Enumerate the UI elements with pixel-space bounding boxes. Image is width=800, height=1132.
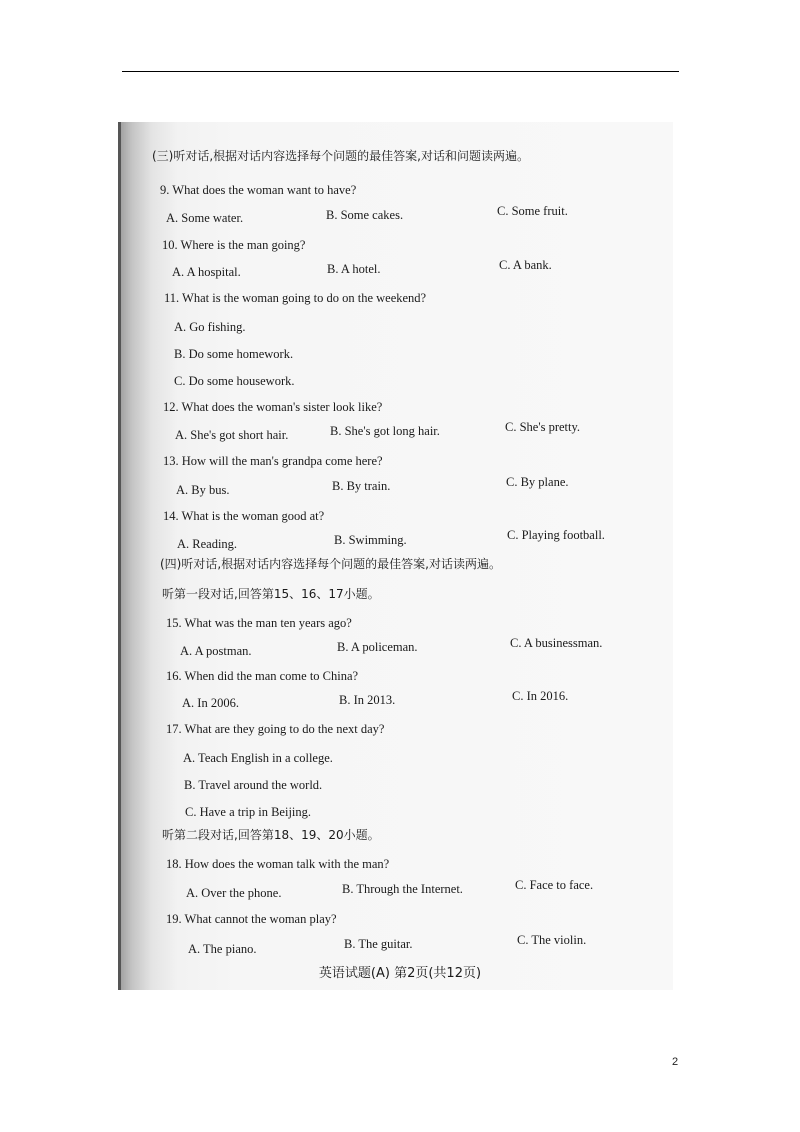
q18-option-a: A. Over the phone. — [186, 886, 282, 900]
q19-option-b: B. The guitar. — [344, 937, 413, 951]
q18-question: 18. How does the woman talk with the man? — [166, 857, 390, 871]
top-rule — [122, 71, 679, 72]
q10-option-c: C. A bank. — [499, 258, 552, 272]
q13-option-b: B. By train. — [332, 479, 391, 493]
q14-option-b: B. Swimming. — [334, 533, 407, 547]
q17-option-a: A. Teach English in a college. — [183, 751, 333, 765]
q16-question: 16. When did the man come to China? — [166, 669, 359, 683]
q11-option-a: A. Go fishing. — [174, 320, 246, 334]
page-number: 2 — [672, 1056, 679, 1068]
q11-option-c: C. Do some housework. — [174, 374, 295, 388]
q9-option-a: A. Some water. — [166, 211, 244, 225]
q12-question: 12. What does the woman's sister look like? — [163, 400, 383, 414]
q12-option-a: A. She's got short hair. — [175, 428, 289, 442]
q19-question: 19. What cannot the woman play? — [166, 912, 337, 926]
q9-question: 9. What does the woman want to have? — [160, 183, 357, 197]
q9-option-b: B. Some cakes. — [326, 208, 404, 222]
q15-question: 15. What was the man ten years ago? — [166, 616, 352, 630]
q16-option-c: C. In 2016. — [512, 689, 569, 703]
q16-option-a: A. In 2006. — [182, 696, 239, 710]
q14-question: 14. What is the woman good at? — [163, 509, 325, 523]
q17-question: 17. What are they going to do the next day? — [166, 722, 385, 736]
q15-option-a: A. A postman. — [180, 644, 252, 658]
q18-option-c: C. Face to face. — [515, 878, 594, 892]
q19-option-c: C. The violin. — [517, 933, 587, 947]
dialog1-instruction: 听第一段对话,回答第15、16、17小题。 — [162, 587, 380, 601]
q12-option-b: B. She's got long hair. — [330, 424, 440, 438]
q13-option-a: A. By bus. — [176, 483, 230, 497]
q12-option-c: C. She's pretty. — [505, 420, 581, 434]
q17-option-b: B. Travel around the world. — [184, 778, 323, 792]
exam-footer: 英语试题(A) 第2页(共12页) — [318, 966, 482, 981]
q13-option-c: C. By plane. — [506, 475, 569, 489]
q15-option-b: B. A policeman. — [337, 640, 418, 654]
q16-option-b: B. In 2013. — [339, 693, 396, 707]
q14-option-c: C. Playing football. — [507, 528, 605, 542]
q14-option-a: A. Reading. — [177, 537, 238, 551]
q11-question: 11. What is the woman going to do on the weekend? — [164, 291, 427, 305]
q10-option-a: A. A hospital. — [172, 265, 241, 279]
dialog2-instruction: 听第二段对话,回答第18、19、20小题。 — [162, 828, 380, 842]
q9-option-c: C. Some fruit. — [497, 204, 568, 218]
q13-question: 13. How will the man's grandpa come here? — [163, 454, 383, 468]
q11-option-b: B. Do some homework. — [174, 347, 294, 361]
q10-question: 10. Where is the man going? — [162, 238, 306, 252]
q17-option-c: C. Have a trip in Beijing. — [185, 805, 312, 819]
q15-option-c: C. A businessman. — [510, 636, 603, 650]
q10-option-b: B. A hotel. — [327, 262, 381, 276]
q19-option-a: A. The piano. — [188, 942, 257, 956]
section4-heading: (四)听对话,根据对话内容选择每个问题的最佳答案,对话读两遍。 — [160, 557, 501, 571]
section3-heading: (三)听对话,根据对话内容选择每个问题的最佳答案,对话和问题读两遍。 — [152, 149, 529, 163]
q18-option-b: B. Through the Internet. — [342, 882, 463, 896]
